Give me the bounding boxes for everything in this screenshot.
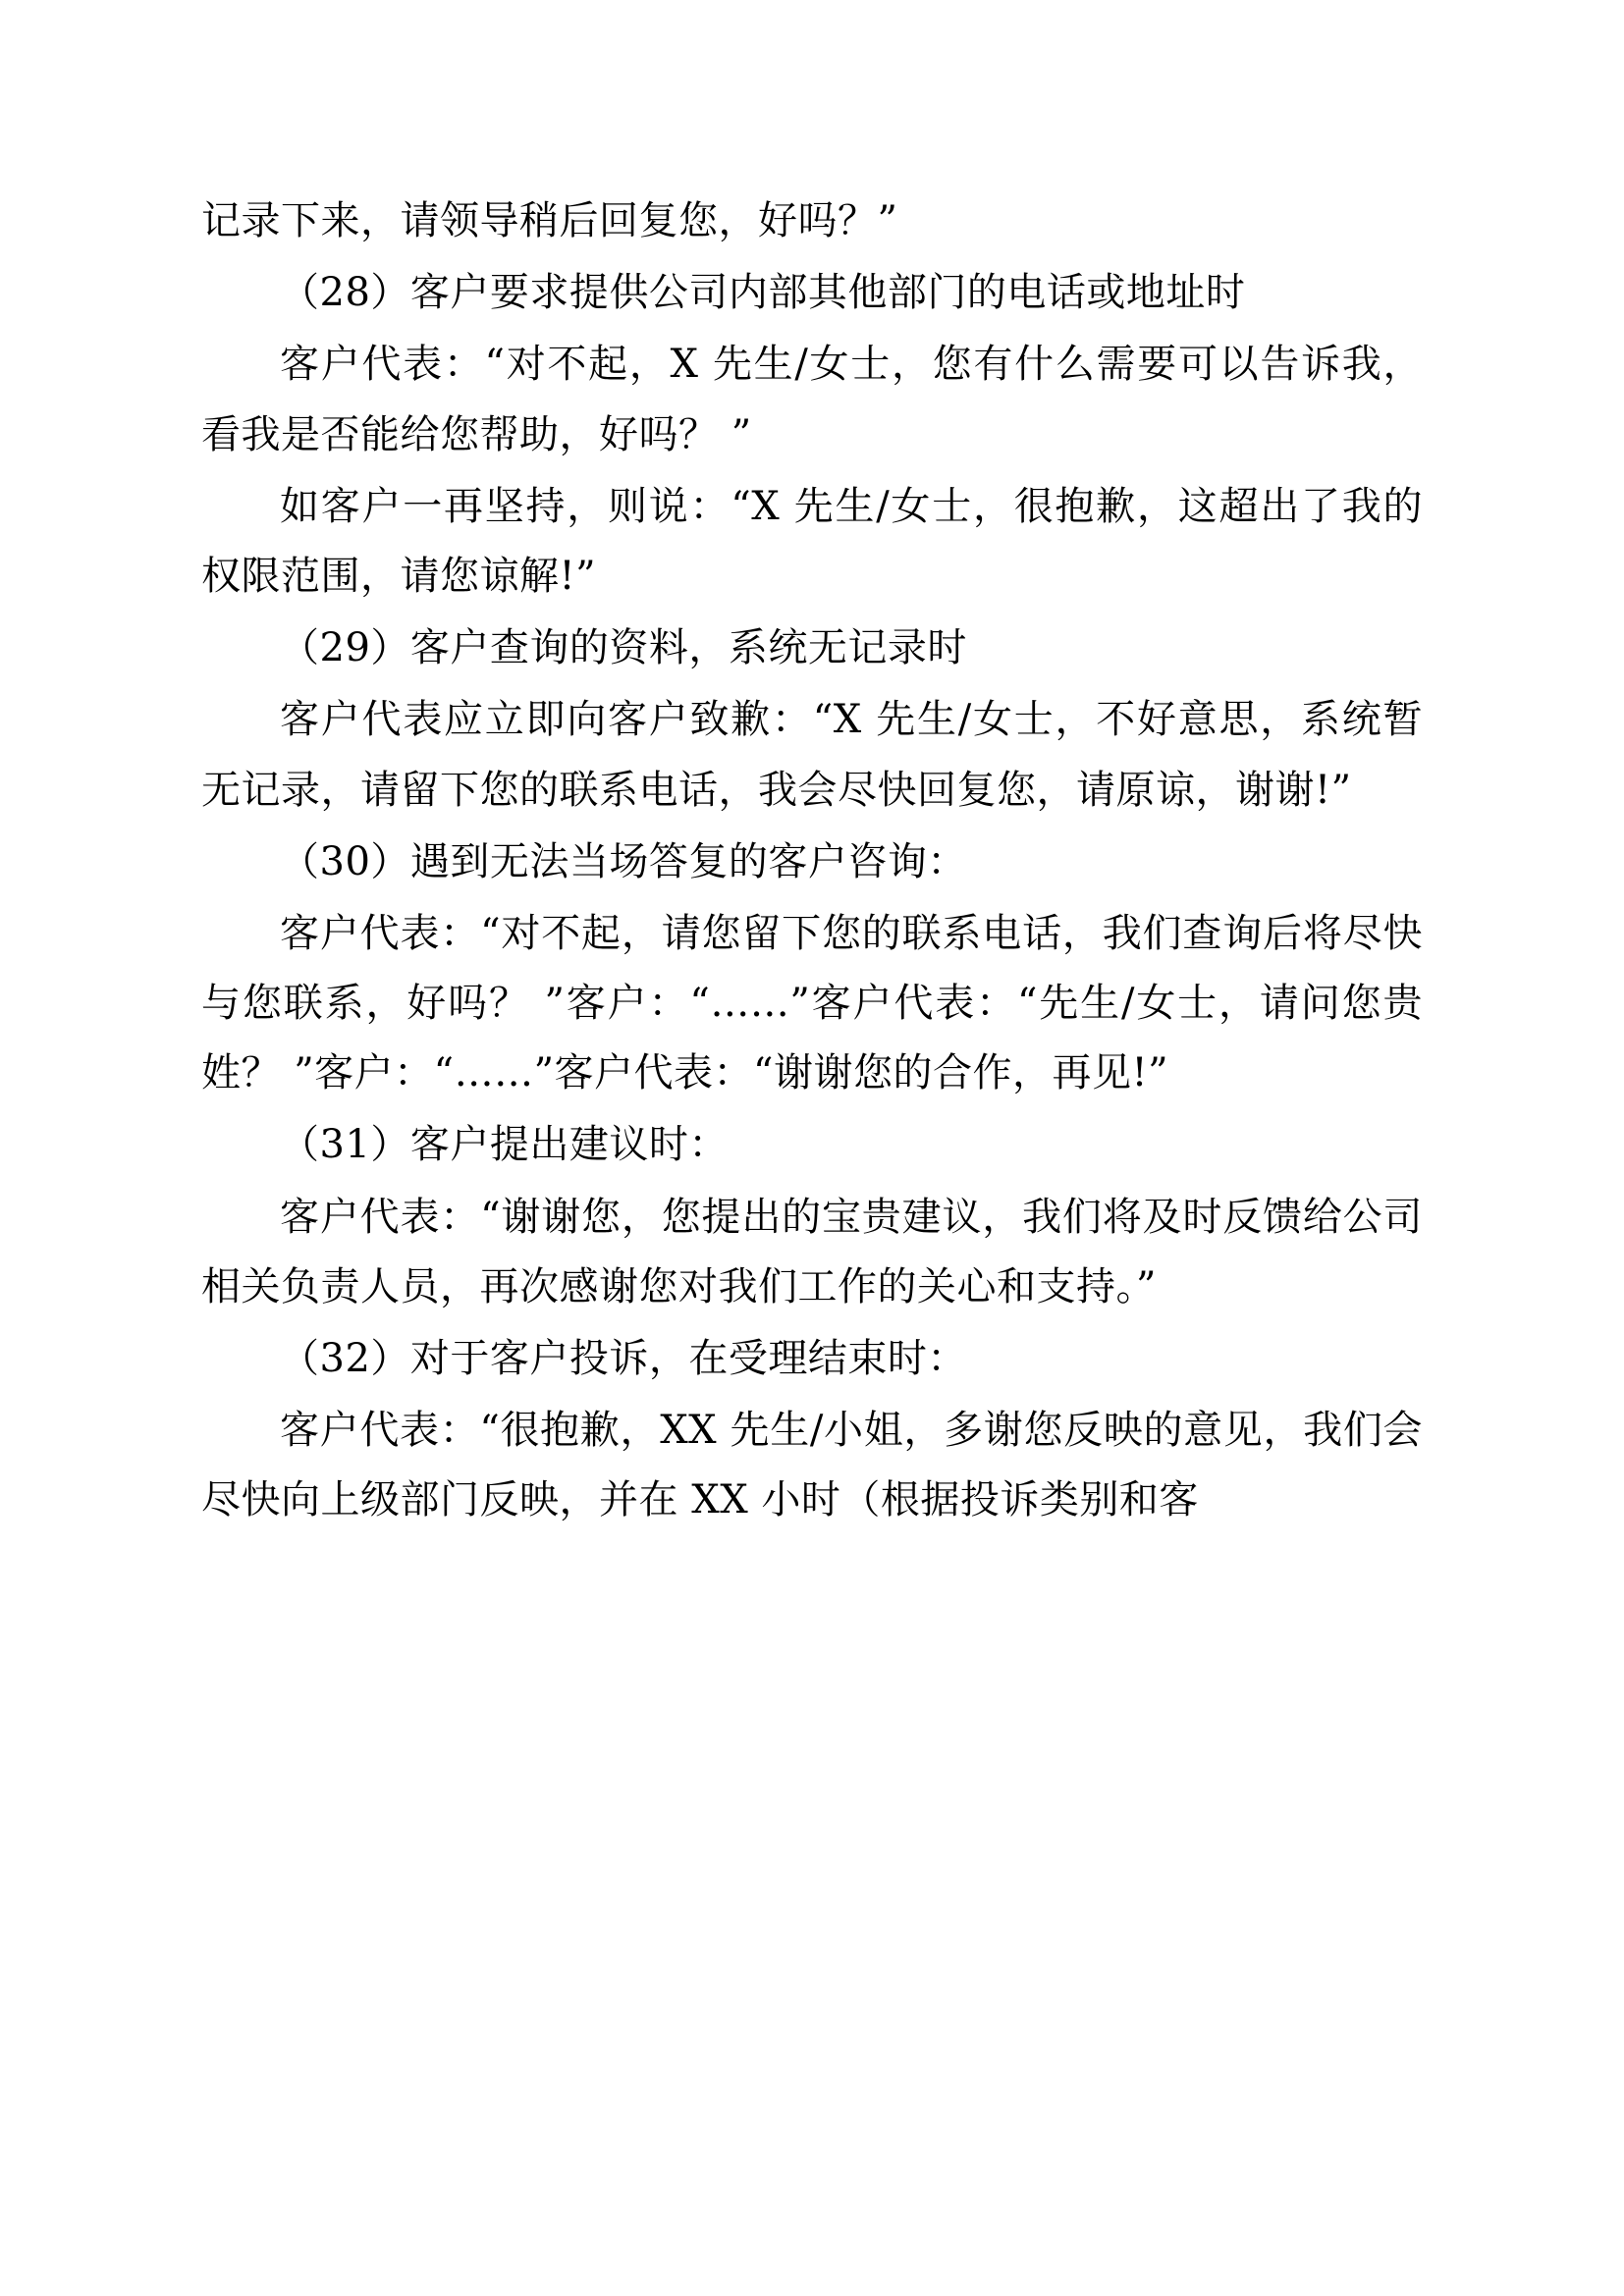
paragraph: 客户代表：“谢谢您，您提出的宝贵建议，我们将及时反馈给公司相关负责人员，再次感谢您对我们工作的关心和支持。” [201, 1194, 1423, 1309]
paragraph: （30）遇到无法当场答复的客户咨询： [280, 838, 967, 884]
paragraph: 客户代表：“对不起，请您留下您的联系电话，我们查询后将尽快与您联系，好吗？ ”客户：“……”客户代表：“先生/女士，请问您贵姓？ ”客户：“……”客户代表：“谢谢您的合作，再见!” [201, 910, 1423, 1096]
paragraph: （31）客户提出建议时： [280, 1122, 729, 1168]
paragraph: 记录下来，请领导稍后回复您，好吗？” [201, 198, 898, 243]
document-body [201, 187, 1423, 1536]
paragraph: 如客户一再坚持，则说：“X 先生/女士，很抱歉，这超出了我的权限范围，请您谅解!” [201, 483, 1423, 599]
paragraph: （29）客户查询的资料，系统无记录时 [280, 625, 967, 671]
paragraph: （28）客户要求提供公司内部其他部门的电话或地址时 [280, 270, 1246, 316]
paragraph: 客户代表：“对不起，X 先生/女士，您有什么需要可以告诉我，看我是否能给您帮助，好吗？ ” [201, 342, 1423, 457]
paragraph: 客户代表应立即向客户致歉：“X 先生/女士，不好意思，系统暂无记录，请留下您的联系电话，我会尽快回复您，请原谅，谢谢!” [201, 697, 1423, 813]
paragraph: （32）对于客户投诉，在受理结束时： [280, 1336, 967, 1381]
paragraph: 客户代表：“很抱歉，XX 先生/小姐，多谢您反映的意见，我们会尽快向上级部门反映，并在 XX 小时（根据投诉类别和客 [201, 1408, 1423, 1523]
